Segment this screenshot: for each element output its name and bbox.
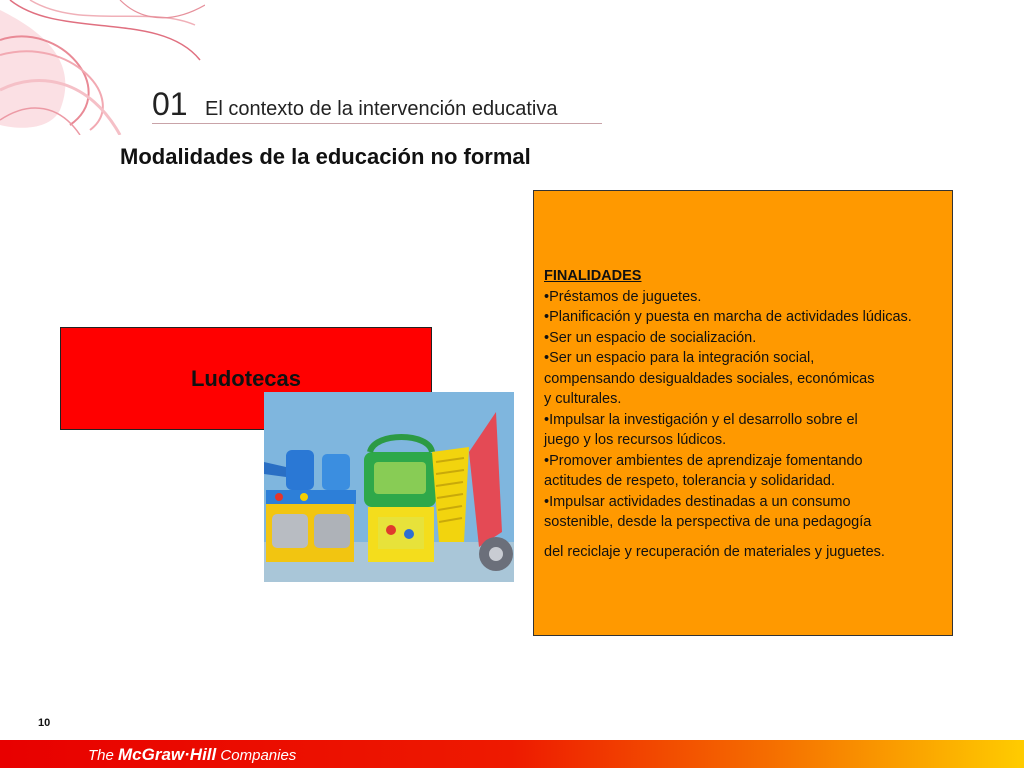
footer-bar xyxy=(0,740,1024,768)
logo-the: The xyxy=(88,747,119,764)
finalidades-line: •Impulsar actividades destinadas a un consumo xyxy=(544,493,851,510)
finalidades-line: •Promover ambientes de aprendizaje fomentando xyxy=(544,452,863,469)
finalidades-line: compensando desigualdades sociales, económicas xyxy=(544,370,875,387)
chapter-title: El contexto de la intervención educativa xyxy=(205,98,558,120)
logo-brand: McGraw·Hill xyxy=(118,745,217,764)
publisher-logo xyxy=(88,745,296,765)
finalidades-line: y culturales. xyxy=(544,391,622,407)
finalidades-box xyxy=(533,190,953,636)
finalidades-line: actitudes de respeto, tolerancia y solidaridad. xyxy=(544,473,835,489)
page-number: 10 xyxy=(38,717,51,729)
finalidades-line: •Ser un espacio para la integración social, xyxy=(544,350,815,366)
finalidades-list xyxy=(544,266,994,562)
finalidades-line: juego y los recursos lúdicos. xyxy=(544,432,727,448)
chapter-number: 01 xyxy=(152,86,188,122)
ludotecas-label: Ludotecas xyxy=(190,366,302,391)
finalidades-line: •Ser un espacio de socialización. xyxy=(544,329,757,346)
finalidades-line: •Impulsar la investigación y el desarrollo sobre el xyxy=(544,411,858,428)
toys-photo xyxy=(264,392,514,582)
finalidades-line: •Planificación y puesta en marcha de actividades lúdicas. xyxy=(544,309,912,325)
chapter-underline xyxy=(152,123,602,124)
finalidades-line: sostenible, desde la perspectiva de una pedagogía xyxy=(544,514,872,530)
logo-companies: Companies xyxy=(216,747,297,764)
finalidades-line: •Préstamos de juguetes. xyxy=(544,288,702,305)
section-title: Modalidades de la educación no formal xyxy=(120,144,531,169)
finalidades-heading: FINALIDADES xyxy=(544,268,642,284)
finalidades-line: del reciclaje y recuperación de materiales y juguetes. xyxy=(544,543,885,560)
